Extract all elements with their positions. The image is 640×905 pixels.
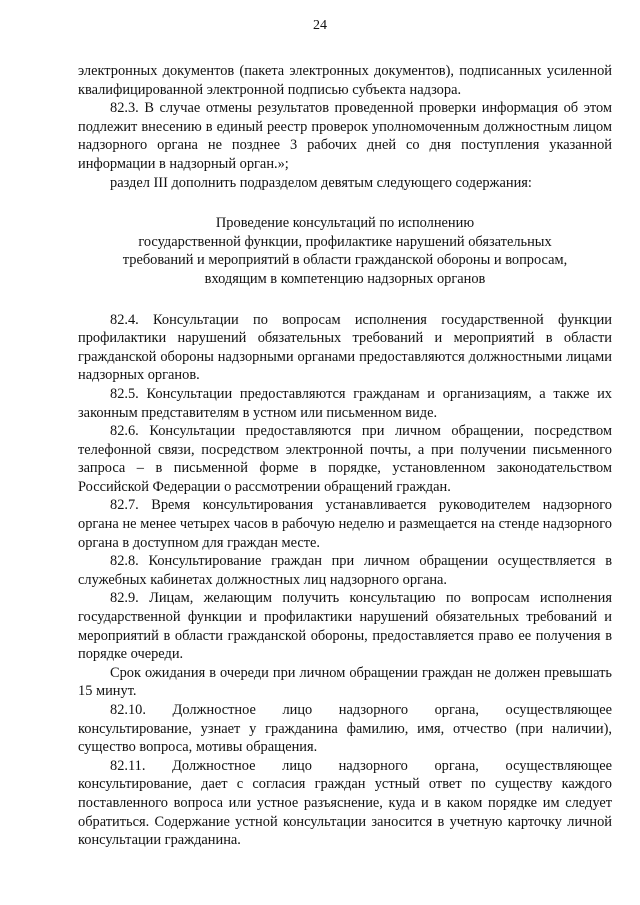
heading-line: Проведение консультаций по исполнению xyxy=(215,215,475,232)
heading-line: входящим в компетенцию надзорных органов xyxy=(204,270,486,287)
paragraph-82-3: 82.3. В случае отмены результатов проведенной проверки информация об этом подлежит внесению в единый реестр проверок уполномоченным должностным лицом надзорного органа не позднее 3 рабочих дней со дня поступления указанной информации в надзорный орган.»; xyxy=(78,100,612,172)
heading-line: государственной функции, профилактике нарушений обязательных xyxy=(138,233,552,250)
paragraph-82-8: 82.8. Консультирование граждан при личном обращении осуществляется в служебных кабинетах должностных лиц надзорного органа. xyxy=(78,553,612,588)
heading-line: требований и мероприятий в области гражданской обороны и вопросам, xyxy=(122,252,568,269)
page-number: 24 xyxy=(313,18,327,33)
subsection-heading xyxy=(78,214,612,288)
paragraph-82-11: 82.11. Должностное лицо надзорного органа, осуществляющее консультирование, дает с согласия граждан устный ответ по существу каждого поставленного вопроса или устное разъяснение, куда и в каком порядке им следует обратиться. Содержание устной консультации заносится в учетную карточку личной консультации гражданина. xyxy=(78,757,612,849)
paragraph-queue-time: Срок ожидания в очереди при личном обращении граждан не должен превышать 15 минут. xyxy=(78,664,612,700)
paragraph-section-amendment: раздел III дополнить подразделом девятым следующего содержания: xyxy=(110,174,532,191)
paragraph-82-9: 82.9. Лицам, желающим получить консультацию по вопросам исполнения государственной функции и профилактики нарушений обязательных требований и мероприятий в области гражданской обороны, предоставляется право ее получения в порядке очереди. xyxy=(78,590,612,663)
paragraph-82-5: 82.5. Консультации предоставляются гражданам и организациям, а также их законным представителям в устном или письменном виде. xyxy=(78,385,612,421)
paragraph-82-10: 82.10. Должностное лицо надзорного органа, осуществляющее консультирование, узнает у гражданина фамилию, имя, отчество (при наличии), существо вопроса, мотивы обращения. xyxy=(78,702,612,756)
document-body xyxy=(78,62,612,850)
paragraph-continuation: электронных документов (пакета электронных документов), подписанных усиленной квалифицированной электронной подписью субъекта надзора. xyxy=(78,63,612,98)
paragraph-82-4: 82.4. Консультации по вопросам исполнения государственной функции профилактики нарушений обязательных требований и мероприятий в области гражданской обороны надзорными органами предоставляются должностными лицами надзорных органов. xyxy=(78,311,612,384)
paragraph-82-7: 82.7. Время консультирования устанавливается руководителем надзорного органа не менее четырех часов в рабочую неделю и размещается на стенде надзорного органа в доступном для граждан месте. xyxy=(78,497,612,551)
paragraph-82-6: 82.6. Консультации предоставляются при личном обращении, посредством телефонной связи, посредством электронной почты, а при получении письменного запроса – в письменной форме в порядке, установленном законодательством Российской Федерации о рассмотрении обращений граждан. xyxy=(78,423,612,495)
